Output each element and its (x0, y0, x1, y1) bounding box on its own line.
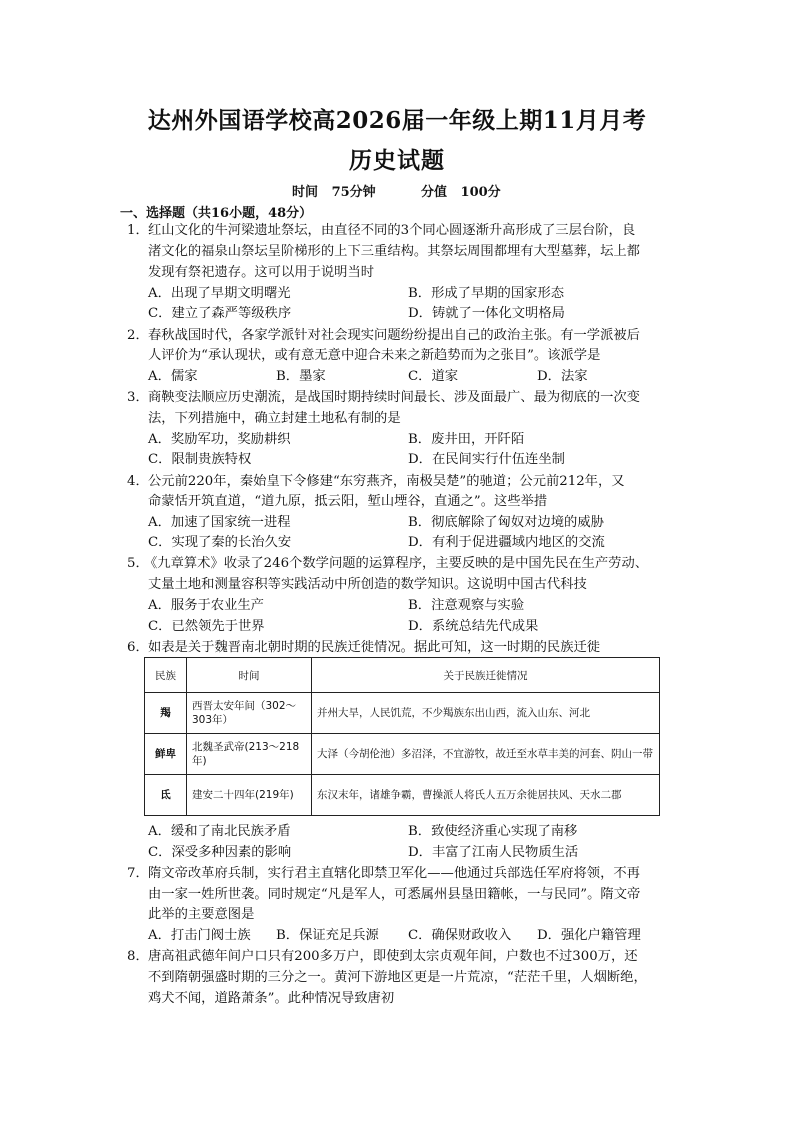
question-text-line: 隋文帝改革府兵制，实行君主直辖化即禁卫军化——他通过兵部选任军府将领，不再 (148, 866, 640, 881)
option-c: C．限制贵族特权 (148, 452, 252, 467)
option-d: D．丰富了江南人民物质生活 (408, 845, 579, 860)
table-cell-desc: 并州大旱，人民饥荒，不少羯族东出山西，流入山东、河北 (312, 693, 660, 734)
option-d: D．强化户籍管理 (537, 928, 641, 943)
question-text-line: 春秋战国时代，各家学派针对社会现实问题纷纷提出自己的政治主张。有一学派被后 (148, 328, 640, 343)
question-number: 1． (127, 223, 149, 238)
option-a: A．奖励军功，奖励耕织 (148, 432, 291, 447)
question-text-line: 命蒙恬开筑直道，“道九原，抵云阳，堑山堙谷，直通之”。这些举措 (148, 494, 548, 509)
option-a: A．加速了国家统一进程 (148, 515, 291, 530)
option-d: D．在民间实行什伍连坐制 (408, 452, 565, 467)
table-row (145, 775, 660, 816)
question-number: 8． (127, 949, 149, 964)
score-value: 100分 (460, 185, 501, 200)
table-row (145, 693, 660, 734)
exam-title: 达州外国语学校高2026届一年级上期11月月考 (147, 107, 647, 134)
table-cell-desc: 东汉末年，诸雄争霸，曹操派人将氏人五万余徙居扶风、天水二郡 (312, 775, 660, 816)
question-text-line: 红山文化的牛河梁遗址祭坛，由直径不同的3个同心圆逐渐升高形成了三层台阶，良 (148, 223, 636, 238)
option-d: D．系统总结先代成果 (408, 619, 539, 634)
question-text-line: 渚文化的福泉山祭坛呈阶梯形的上下三重结构。其祭坛周围都埋有大型墓葬，坛上都 (148, 244, 640, 259)
option-a: A．儒家 (148, 369, 198, 384)
option-a: A．打击门阀士族 (148, 928, 251, 943)
option-c: C．深受多种因素的影响 (148, 845, 292, 860)
table-cell-ethnic: 鲜卑 (145, 734, 187, 775)
option-c: C．道家 (408, 369, 459, 384)
question-text-line: 丈量土地和测量容积等实践活动中所创造的数学知识。这说明中国古代科技 (148, 577, 587, 592)
option-a: A．服务于农业生产 (148, 598, 264, 613)
question-number: 4． (127, 474, 149, 489)
table-cell-ethnic: 羯 (145, 693, 187, 734)
question-text-line: 发现有祭祀遗存。这可以用于说明当时 (148, 265, 375, 280)
question-text-line: 唐高祖武德年间户口只有200多万户，即使到太宗贞观年间，户数也不过300万，还 (148, 949, 638, 964)
question-text-line: 《九章算术》收录了246个数学问题的运算程序，主要反映的是中国先民在生产劳动、 (144, 556, 649, 571)
question-text-line: 鸡犬不闻，道路萧条”。此种情况导致唐初 (148, 991, 395, 1006)
option-b: B．废井田，开阡陌 (408, 432, 525, 447)
table-cell-time: 建安二十四年(219年) (187, 775, 312, 816)
question-text-line: 由一家一姓所世袭。同时规定“凡是军人，可悉属州县垦田籍帐，一与民同”。隋文帝 (148, 887, 641, 902)
question-text-line: 此举的主要意图是 (148, 907, 255, 922)
question-number: 6． (127, 640, 149, 655)
migration-table (144, 657, 660, 816)
option-b: B．彻底解除了匈奴对边境的威胁 (408, 515, 604, 530)
question-text-line: 人评价为“承认现状，或有意无意中迎合未来之新趋势而为之张目”。该派学是 (148, 348, 601, 363)
question-text-line: 不到隋朝强盛时期的三分之一。黄河下游地区更是一片荒凉，“茫茫千里，人烟断绝， (148, 970, 647, 985)
time-label: 时间 (292, 185, 319, 200)
exam-meta (292, 181, 501, 200)
table-cell-time: 北魏圣武帝(213～218年) (187, 734, 312, 775)
option-b: B．保证充足兵源 (276, 928, 379, 943)
table-header-cell: 关于民族迁徙情况 (312, 658, 660, 693)
option-c: C．建立了森严等级秩序 (148, 306, 292, 321)
exam-subtitle: 历史试题 (349, 147, 445, 174)
table-row (145, 734, 660, 775)
table-header-cell: 时间 (187, 658, 312, 693)
question-text-line: 公元前220年，秦始皇下令修建“东穷燕齐，南极吴楚”的驰道；公元前212年，又 (148, 474, 625, 489)
section-title: 一、选择题（共16小题，48分） (120, 206, 313, 221)
option-b: B．致使经济重心实现了南移 (408, 824, 578, 839)
question-text-line: 如表是关于魏晋南北朝时期的民族迁徙情况。据此可知，这一时期的民族迁徙 (148, 640, 601, 655)
question-number: 5． (127, 556, 149, 571)
option-b: B．墨家 (276, 369, 326, 384)
option-c: C．确保财政收入 (408, 928, 512, 943)
table-header-row (145, 658, 660, 693)
option-b: B．注意观察与实验 (408, 598, 525, 613)
option-d: D．铸就了一体化文明格局 (408, 306, 565, 321)
option-d: D．有利于促进疆域内地区的交流 (408, 535, 605, 550)
question-number: 3． (127, 390, 149, 405)
table-cell-time: 西晋太安年间（302～303年） (187, 693, 312, 734)
option-a: A．缓和了南北民族矛盾 (148, 824, 291, 839)
question-text-line: 法，下列措施中，确立封建土地私有制的是 (148, 411, 401, 426)
table-cell-ethnic: 氐 (145, 775, 187, 816)
option-a: A．出现了早期文明曙光 (148, 286, 291, 301)
question-number: 7． (127, 866, 149, 881)
option-c: C．实现了秦的长治久安 (148, 535, 292, 550)
question-number: 2． (127, 328, 149, 343)
table-header-cell: 民族 (145, 658, 187, 693)
table-cell-desc: 大泽（今胡伦池）多沼泽，不宜游牧，故迁至水草丰美的河套、阴山一带 (312, 734, 660, 775)
time-value: 75分钟 (331, 185, 376, 200)
question-text-line: 商鞅变法顺应历史潮流，是战国时期持续时间最长、涉及面最广、最为彻底的一次变 (148, 390, 640, 405)
score-label: 分值 (420, 185, 447, 200)
option-c: C．已然领先于世界 (148, 619, 265, 634)
option-d: D．法家 (537, 369, 588, 384)
option-b: B．形成了早期的国家形态 (408, 286, 565, 301)
